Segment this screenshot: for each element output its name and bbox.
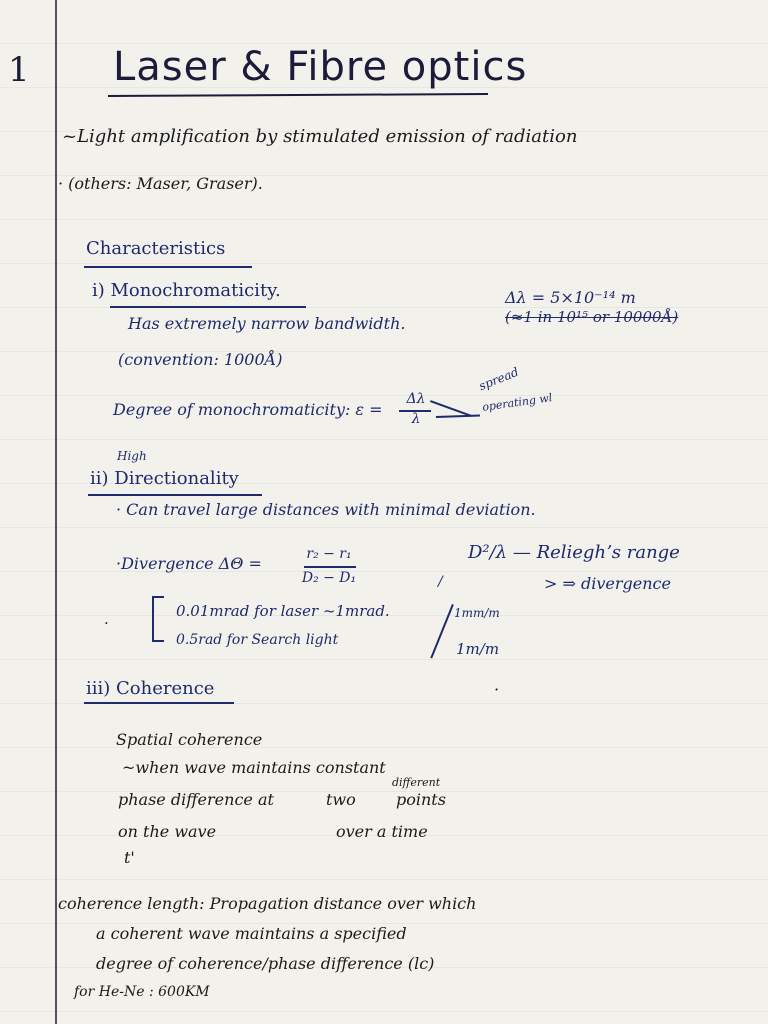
mono-degree-label: Degree of monochromaticity: ε = bbox=[113, 400, 383, 419]
mono-frac-num: Δλ bbox=[406, 391, 426, 407]
title-underline bbox=[108, 93, 488, 97]
coh-line2c: points bbox=[396, 790, 446, 809]
bracket-bullet: · bbox=[104, 614, 109, 632]
coh-line2a: phase difference at bbox=[118, 790, 274, 809]
laser-line: 0.01mrad for laser ~1mrad. bbox=[176, 602, 390, 620]
characteristics-heading: Characteristics bbox=[86, 238, 226, 259]
mono-line1-struck: (≈1 in 10¹⁵ or 10000Å) bbox=[505, 308, 679, 326]
length-line4: for He-Ne : 600KM bbox=[74, 984, 210, 1000]
note-divider bbox=[430, 604, 453, 658]
operating-arrow bbox=[436, 415, 480, 418]
div-frac-num: r₂ − r₁ bbox=[306, 546, 352, 562]
rayleigh-divergence: > ⇒ divergence bbox=[544, 574, 671, 593]
coh-underline bbox=[84, 702, 234, 704]
coh-sup-different: different bbox=[392, 776, 441, 789]
rayleigh-range: D²/λ — Relieghʼs range bbox=[468, 542, 680, 563]
note-operating: operating wl bbox=[481, 391, 554, 414]
div-frac-bar bbox=[304, 566, 356, 568]
margin-line bbox=[55, 0, 57, 1024]
mono-line2: (convention: 1000Å) bbox=[118, 350, 283, 369]
coh-line4: t' bbox=[124, 848, 135, 867]
div-frac-den: D₂ − D₁ bbox=[301, 570, 357, 586]
mono-frac-den: λ bbox=[411, 411, 421, 427]
mono-line1: Has extremely narrow bandwidth. bbox=[128, 314, 406, 333]
coh-line2b: two bbox=[326, 790, 356, 809]
mono-heading: i) Monochromaticity. bbox=[92, 280, 281, 301]
length-line1: coherence length: Propagation distance over which bbox=[58, 894, 477, 913]
coh-dot: · bbox=[494, 680, 500, 699]
dir-superscript: High bbox=[117, 449, 147, 463]
mono-underline bbox=[110, 306, 306, 308]
search-line: 0.5rad for Search light bbox=[176, 632, 339, 648]
dir-line1: · Can travel large distances with minimal deviation. bbox=[116, 500, 536, 519]
coh-line3a: on the wave bbox=[118, 822, 217, 841]
search-note: 1m/m bbox=[456, 640, 500, 658]
characteristics-underline bbox=[84, 266, 252, 268]
length-line2: a coherent wave maintains a specified bbox=[96, 924, 407, 943]
definition-text: ~Light amplification by stimulated emission of radiation bbox=[62, 126, 578, 147]
bracket-top bbox=[152, 596, 164, 598]
dir-heading: ii) Directionality bbox=[90, 468, 239, 489]
page-number: 1 bbox=[8, 50, 30, 90]
laser-note: 1mm/m bbox=[454, 606, 500, 620]
coh-heading: iii) Coherence bbox=[86, 678, 215, 699]
length-line3: degree of coherence/phase difference (lc) bbox=[96, 954, 435, 973]
bracket-vertical bbox=[152, 596, 154, 642]
page-title: Laser & Fibre optics bbox=[113, 44, 528, 90]
mono-annotation: Δλ = 5×10⁻¹⁴ m bbox=[505, 288, 636, 307]
divergence-label: ·Divergence ΔΘ = bbox=[116, 554, 262, 573]
dir-underline bbox=[88, 494, 262, 496]
spatial-heading: Spatial coherence bbox=[116, 730, 263, 749]
tick-mark: / bbox=[438, 574, 443, 590]
coh-line1: ~when wave maintains constant bbox=[122, 758, 386, 777]
coh-line3b: over a time bbox=[336, 822, 428, 841]
bracket-bottom bbox=[152, 640, 164, 642]
others-text: · (others: Maser, Graser). bbox=[58, 174, 263, 193]
note-spread: spread bbox=[476, 364, 521, 394]
